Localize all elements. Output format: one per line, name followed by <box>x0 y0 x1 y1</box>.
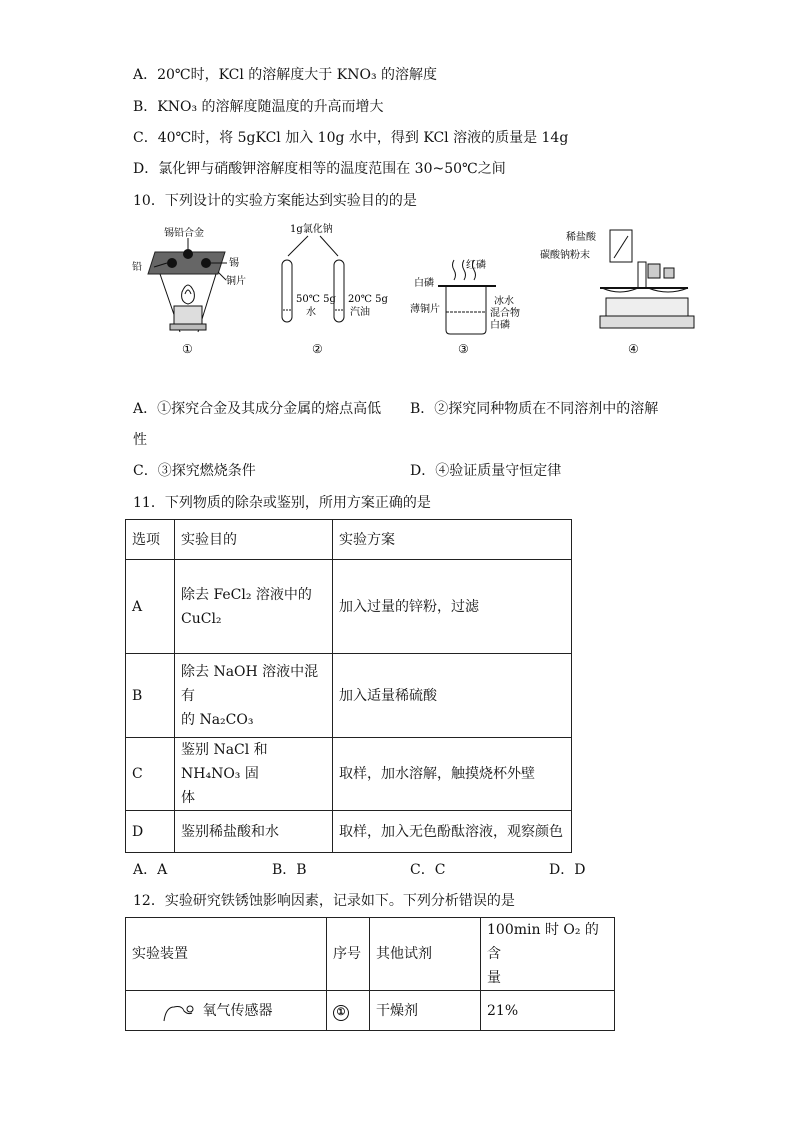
fig2-label-top: 1g氯化钠 <box>290 224 333 235</box>
row-device <box>126 991 327 1031</box>
fig3-label-ice1: 冰水 <box>494 296 514 307</box>
header-plan: 实验方案 <box>333 520 572 560</box>
table-row <box>126 560 572 654</box>
row-goal-line2: 的 Na₂CO₃ <box>181 711 254 728</box>
q12-stem: 12．实验研究铁锈蚀影响因素，记录如下。下列分析错误的是 <box>133 893 515 909</box>
table-row <box>126 811 572 853</box>
header-option: 选项 <box>126 520 175 560</box>
sensor-label: 氧气传感器 <box>202 1002 273 1019</box>
q9-option-c: C．40℃时，将 5gKCl 加入 10g 水中，得到 KCl 溶液的质量是 14g <box>133 130 569 146</box>
row-number-badge: ① <box>333 1005 349 1021</box>
row-goal-line1: 除去 NaOH 溶液中混有 <box>181 663 319 704</box>
fig1-label-top: 锡铅合金 <box>164 228 204 239</box>
fig2-label-right1: 20℃ 5g <box>348 294 388 305</box>
q10-option-d: D．④验证质量守恒定律 <box>410 463 562 479</box>
q10-option-b-continued: 性 <box>133 432 147 448</box>
row-plan: 加入适量稀硫酸 <box>333 654 572 738</box>
q11-answer-d: D．D <box>549 862 586 878</box>
header-o2 <box>481 918 615 991</box>
row-o2: 21% <box>481 991 615 1031</box>
fig2-label-left1: 50℃ 5g <box>296 294 336 305</box>
sensor-icon <box>162 1001 198 1021</box>
q9-option-a: A．20℃时，KCl 的溶解度大于 KNO₃ 的溶解度 <box>133 67 438 83</box>
table-row <box>126 738 572 811</box>
header-o2-line1: 100min 时 O₂ 的含 <box>487 922 599 962</box>
header-device: 实验装置 <box>126 918 327 991</box>
row-number <box>327 991 370 1031</box>
row-goal: 鉴别稀盐酸和水 <box>175 811 333 853</box>
row-option: D <box>126 811 175 853</box>
row-goal-line2: CuCl₂ <box>181 610 222 627</box>
row-goal-line2: 体 <box>181 790 195 806</box>
fig3-label-red: 红磷 <box>466 260 486 271</box>
header-number: 序号 <box>327 918 370 991</box>
fig3-label-ice2: 混合物 <box>490 308 520 319</box>
figure-balance-svg <box>530 222 700 357</box>
figure-alloy-svg <box>130 222 250 357</box>
figure-tubes-svg <box>268 222 388 357</box>
row-plan: 取样，加入无色酚酞溶液，观察颜色 <box>333 811 572 853</box>
q11-answer-a: A．A <box>133 862 168 878</box>
row-plan: 加入过量的锌粉，过滤 <box>333 560 572 654</box>
row-goal <box>175 738 333 811</box>
fig2-number: ② <box>312 342 323 356</box>
table-row <box>126 654 572 738</box>
fig1-label-tin: 锡 <box>229 258 239 269</box>
q12-table <box>125 917 615 1031</box>
fig2-label-right2: 汽油 <box>350 307 370 318</box>
fig3-label-white2: 白磷 <box>490 320 510 331</box>
fig2-label-left2: 水 <box>306 307 316 318</box>
row-option: B <box>126 654 175 738</box>
row-goal <box>175 560 333 654</box>
q11-answer-c: C．C <box>410 862 446 878</box>
table-row <box>126 991 615 1031</box>
fig4-label-powder: 碳酸钠粉末 <box>540 250 590 261</box>
fig1-label-lead: 铅 <box>132 262 142 273</box>
q10-stem: 10．下列设计的实验方案能达到实验目的的是 <box>133 193 417 209</box>
row-goal-line1: 除去 FeCl₂ 溶液中的 <box>181 586 312 603</box>
q9-option-d: D．氯化钾与硝酸钾溶解度相等的温度范围在 30~50℃之间 <box>133 161 506 177</box>
figure-test-tubes <box>268 222 388 357</box>
figure-combustion <box>410 256 530 357</box>
fig3-label-copper: 薄铜片 <box>410 304 440 315</box>
fig3-number: ③ <box>458 342 469 356</box>
fig3-label-white: 白磷 <box>414 278 434 289</box>
figure-balance <box>530 222 700 357</box>
row-option: A <box>126 560 175 654</box>
figure-combustion-svg <box>410 256 530 357</box>
fig1-label-copper: 铜片 <box>226 276 246 287</box>
q11-answer-b: B．B <box>272 862 307 878</box>
row-option: C <box>126 738 175 811</box>
fig4-number: ④ <box>628 342 639 356</box>
q10-option-c: C．③探究燃烧条件 <box>133 463 256 479</box>
figure-alloy-melting <box>130 222 250 357</box>
row-goal-line1: 鉴别 NaCl 和 NH₄NO₃ 固 <box>181 742 268 782</box>
q11-stem: 11．下列物质的除杂或鉴别，所用方案正确的是 <box>133 495 431 511</box>
q10-option-a: A．①探究合金及其成分金属的熔点高低 <box>133 401 382 417</box>
header-reagent: 其他试剂 <box>370 918 481 991</box>
table-header-row <box>126 918 615 991</box>
q9-option-b: B．KNO₃ 的溶解度随温度的升高而增大 <box>133 99 384 115</box>
q11-table <box>125 519 572 853</box>
row-goal <box>175 654 333 738</box>
fig4-label-acid: 稀盐酸 <box>566 232 596 243</box>
row-plan: 取样，加水溶解，触摸烧杯外壁 <box>333 738 572 811</box>
row-reagent: 干燥剂 <box>370 991 481 1031</box>
fig1-number: ① <box>182 342 193 356</box>
header-goal: 实验目的 <box>175 520 333 560</box>
q10-option-b: B．②探究同种物质在不同溶剂中的溶解 <box>410 401 659 417</box>
table-header-row <box>126 520 572 560</box>
header-o2-line2: 量 <box>487 970 501 986</box>
